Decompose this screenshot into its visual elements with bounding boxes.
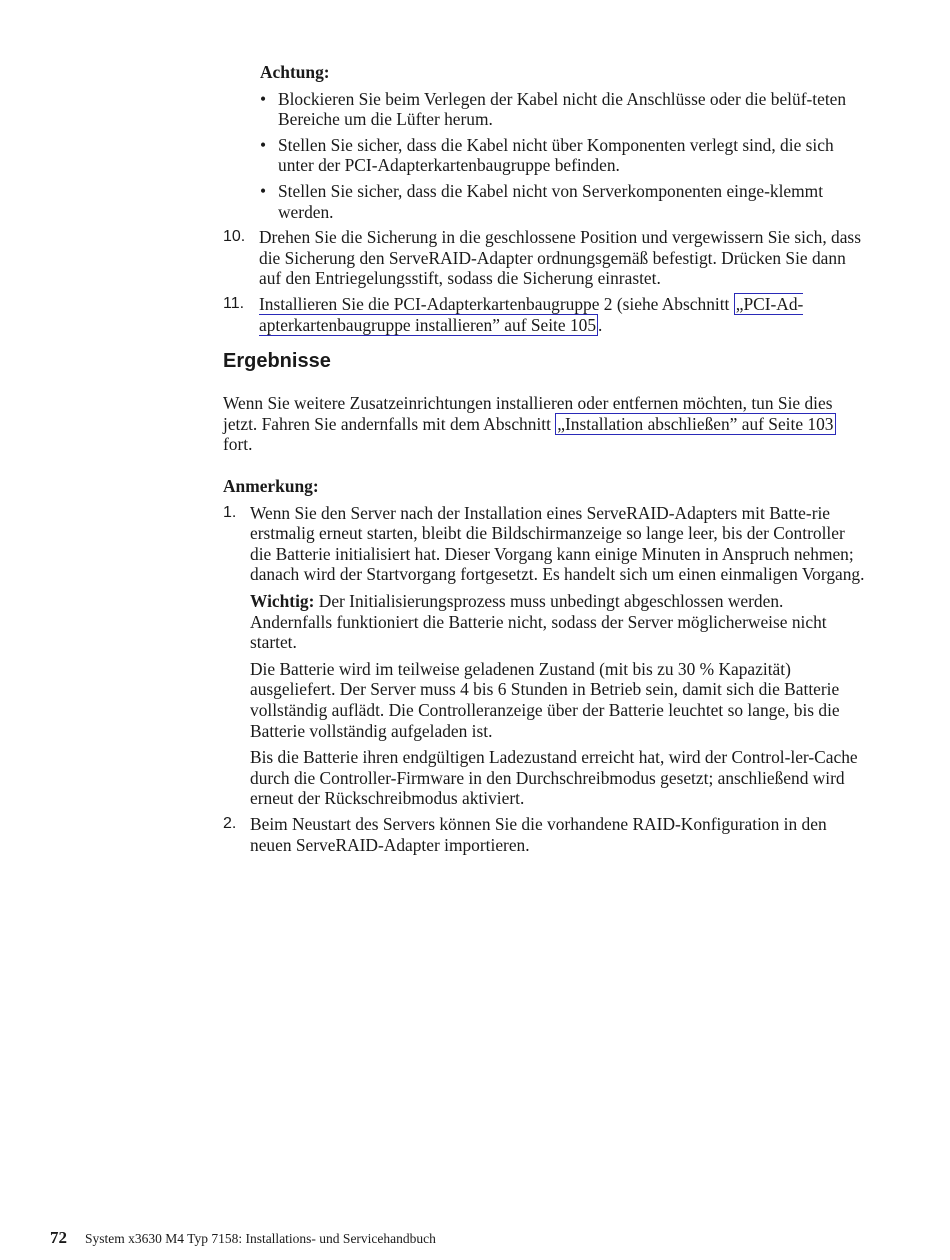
upper-section [223,62,865,340]
results-paragraph [223,393,865,455]
step-10-text: Drehen Sie die Sicherung in die geschlossene Position und vergewissern Sie sich, dass die Sicherung den ServeRAID-Adapter ordnungsgemäß befestigt. Drücken Sie dann auf den Entriegelungsstift, sodass die Sicherung einrastet. [259,227,861,289]
important-label: Wichtig: [250,590,315,611]
note-item-1-text: Wenn Sie den Server nach der Installation eines ServeRAID-Adapters mit Batte-rie erstmalig erneut starten, bleibt die Bildschirmanzeige so lange leer, bis der Controller die Batterie initialisiert hat. Dieser Vorgang kann einige Minuten in Anspruch nehmen; danach wird der Startvorgang fortgesetzt. Es handelt sich um einen einmaligen Vorgang. [250,502,865,585]
step-10 [223,227,865,289]
step-11-number: 11. [223,294,245,312]
results-section [223,349,865,455]
note-item-1 [223,503,865,809]
note-important-paragraph [250,591,865,653]
link-installation-finish[interactable]: „Installation abschließen” auf Seite 103 [557,413,834,434]
step-10-number: 10. [223,228,246,246]
footer-title: System x3630 M4 Typ 7158: Installations- und Servicehandbuch [85,1231,436,1246]
page-number: 72 [50,1228,67,1247]
results-text-before: Wenn Sie weitere Zusatzeinrichtungen installieren oder entfernen möchten, tun Sie dies jetzt. Fahren Sie andernfalls mit dem Abschnitt [223,393,833,434]
attention-bullet-3: • Stellen Sie sicher, dass die Kabel nicht von Serverkomponenten einge-klemmt werden. [260,181,865,222]
note-battery-paragraph: Die Batterie wird im teilweise geladenen Zustand (mit bis zu 30 % Kapazität) ausgeliefert. Der Server muss 4 bis 6 Stunden in Betrieb sein, damit sich die Batterie vollständig auflädt. Die Controlleranzeige über der Batterie leuchtet so lange, bis die Batterie vollständig aufgeladen ist. [250,658,840,741]
step-11-text-after: . [598,314,603,335]
note-item-2 [223,814,865,855]
link-pci-adapter-install[interactable]: „PCI-Ad-apterkartenbaugruppe installieren” auf Seite 105 [259,293,804,335]
note-item-2-number: 2. [223,814,237,832]
note-cache-paragraph: Bis die Batterie ihren endgültigen Ladezustand erreicht hat, wird der Control-ler-Cache durch die Controller-Firmware in den Durchschreibmodus gesetzt; anschließend wird erneut der Rückschreibmodus aktiviert. [250,747,858,809]
results-text-after: fort. [223,434,253,455]
note-item-2-text: Beim Neustart des Servers können Sie die vorhandene RAID-Konfiguration in den neuen ServeRAID-Adapter importieren. [250,813,827,855]
note-item-1-number: 1. [223,503,237,521]
results-heading: Ergebnisse [223,350,331,372]
attention-bullet-1: • Blockieren Sie beim Verlegen der Kabel nicht die Anschlüsse oder die belüf-teten Bereiche um die Lüfter herum. [260,89,865,130]
step-11 [223,294,865,335]
note-label: Anmerkung: [223,476,319,496]
page-footer [50,1228,436,1248]
note-section [223,476,865,860]
important-text: Der Initialisierungsprozess muss unbedingt abgeschlossen werden. Andernfalls funktioniert die Batterie nicht, sodass der Server möglicherweise nicht startet. [250,590,827,653]
attention-bullet-2: • Stellen Sie sicher, dass die Kabel nicht über Komponenten verlegt sind, die sich unter der PCI-Adapterkartenbaugruppe befinden. [260,135,865,176]
step-11-text-before: Installieren Sie die PCI-Adapterkartenbaugruppe 2 (siehe Abschnitt [259,293,734,314]
attention-list [223,89,865,223]
attention-label: Achtung: [260,62,330,82]
